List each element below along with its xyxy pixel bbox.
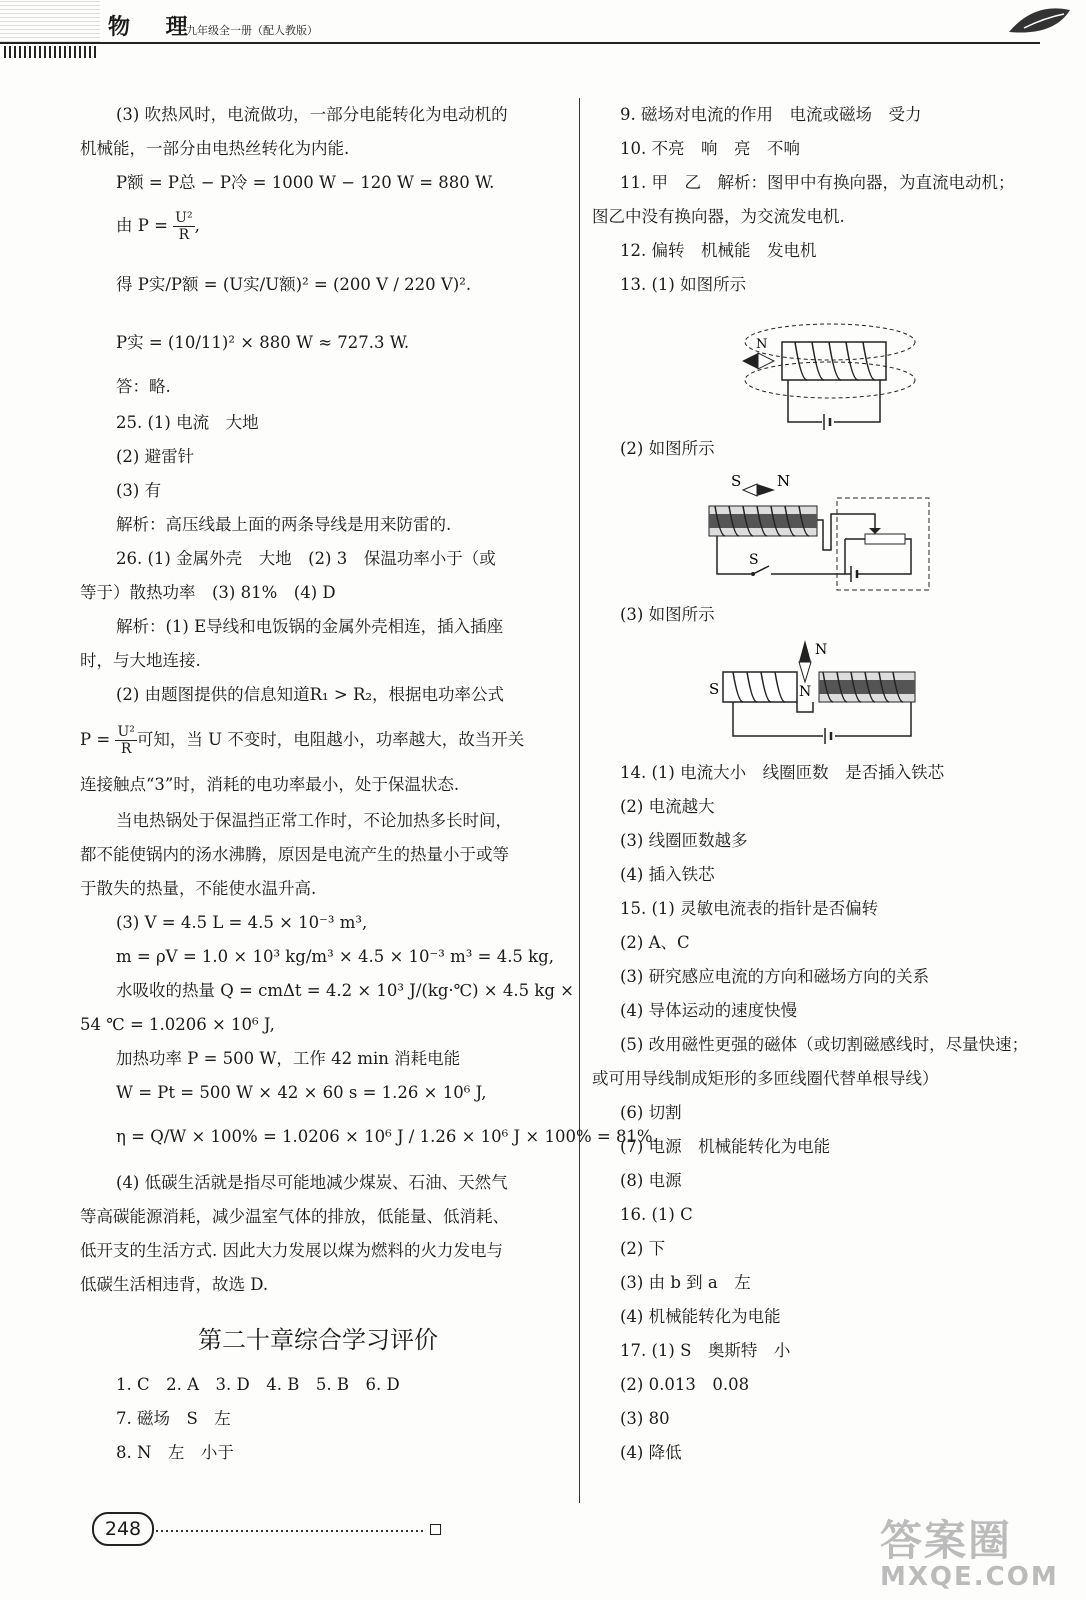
formula-line: P = $\frac{\text{U²}}{R}$ 可知，当 U 不变时，电阻越小，功率越大，故当开关 <box>80 724 525 757</box>
text-line: (5) 改用磁性更强的磁体（或切割磁感线时，尽量快速； <box>620 1035 1029 1054</box>
formula-line: 由 P = $\frac{\text{U²}}{R}$ , <box>116 210 200 243</box>
footer-dotted-rule <box>156 1530 426 1532</box>
text-line: 14. (1) 电流大小 线圈匝数 是否插入铁芯 <box>620 763 945 782</box>
f2-s-label: S <box>731 472 742 490</box>
header-decoration <box>0 0 100 42</box>
page-header <box>0 0 1086 60</box>
f3-compass-n-label: N <box>815 642 828 658</box>
leaf-logo-icon <box>1004 2 1074 42</box>
f2-n-label: N <box>777 472 791 490</box>
text-line: (6) 切割 <box>620 1103 682 1122</box>
figure-13-2-electromagnet-circuit <box>705 470 935 592</box>
text-line: 26. (1) 金属外壳 大地 (2) 3 保温功率小于（或 <box>116 549 496 568</box>
watermark-bottom: MXQE.COM <box>880 1562 1059 1592</box>
formula-line: 水吸收的热量 Q = cmΔt = 4.2 × 10³ J/(kg·℃) × 4.5 kg × <box>116 981 574 1000</box>
text-line: (2) 由题图提供的信息知道R₁ > R₂，根据电功率公式 <box>116 685 505 704</box>
text-line: 加热功率 P = 500 W，工作 42 min 消耗电能 <box>116 1049 461 1068</box>
subject-title: 物 理 <box>108 14 202 40</box>
text-line: (4) 机械能转化为电能 <box>620 1307 781 1326</box>
text-line: 解析：(1) E导线和电饭锅的金属外壳相连，插入插座 <box>116 617 504 636</box>
text-line: (3) 如图所示 <box>620 605 715 624</box>
text-line: 于散失的热量，不能使水温升高. <box>80 879 317 898</box>
header-ticks <box>4 46 96 58</box>
watermark-top: 答案圈 <box>880 1516 1013 1565</box>
text-line: 16. (1) C <box>620 1205 693 1224</box>
text-line: (7) 电源 机械能转化为电能 <box>620 1137 831 1156</box>
text-line: 或可用导线制成矩形的多匝线圈代替单根导线） <box>592 1069 939 1088</box>
text-line: 等高碳能源消耗，减少温室气体的排放，低能量、低消耗、 <box>80 1207 509 1226</box>
text-line: (4) 插入铁芯 <box>620 865 715 884</box>
text-line: 1. C 2. A 3. D 4. B 5. B 6. D <box>116 1375 400 1394</box>
footer-square-icon <box>430 1524 441 1535</box>
formula-line: P额 = P总 − P冷 = 1000 W − 120 W = 880 W. <box>116 173 495 192</box>
text-line: 等于）散热功率 (3) 81% (4) D <box>80 583 336 602</box>
text-line: (3) 有 <box>116 481 162 500</box>
page-number: 248 <box>92 1512 154 1546</box>
text-line: 低碳生活相违背，故选 D. <box>80 1275 269 1294</box>
f3-s-label: S <box>709 680 720 698</box>
formula-line: m = ρV = 1.0 × 10³ kg/m³ × 4.5 × 10⁻³ m³ = 4.5 kg, <box>116 947 554 966</box>
book-subtitle: 九年级全一册（配人教版） <box>186 24 318 37</box>
text-line: 答：略. <box>116 377 171 396</box>
f2-switch-label: S <box>749 552 759 568</box>
figure-13-1-solenoid-diagram <box>740 320 920 435</box>
header-rule <box>0 42 1040 44</box>
text-line: 15. (1) 灵敏电流表的指针是否偏转 <box>620 899 879 918</box>
text-line: 13. (1) 如图所示 <box>620 275 747 294</box>
f1-n-label: N <box>756 337 768 352</box>
formula-line: (3) V = 4.5 L = 4.5 × 10⁻³ m³, <box>116 913 368 932</box>
text-line: 低开支的生活方式. 因此大力发展以煤为燃料的火力发电与 <box>80 1241 503 1260</box>
text-line: 17. (1) S 奥斯特 小 <box>620 1341 791 1360</box>
text-line: 解析：高压线最上面的两条导线是用来防雷的. <box>116 515 452 534</box>
text-line: 时，与大地连接. <box>80 651 201 670</box>
text-line: 当电热锅处于保温挡正常工作时，不论加热多长时间， <box>116 811 512 830</box>
text-line: (3) 80 <box>620 1409 670 1428</box>
text-line: (2) A、C <box>620 933 690 952</box>
text-line: (2) 下 <box>620 1239 666 1258</box>
text-line: 9. 磁场对电流的作用 电流或磁场 受力 <box>620 105 922 124</box>
formula-line: 得 P实/P额 = (U实/U额)² = (200 V / 220 V)². <box>116 275 472 294</box>
text-line: 连接触点“3”时，消耗的电功率最小，处于保温状态. <box>80 775 460 794</box>
f3-n-label: N <box>799 684 812 700</box>
text-line: (2) 0.013 0.08 <box>620 1375 750 1394</box>
text-line: 7. 磁场 S 左 <box>116 1409 231 1428</box>
text-line: (8) 电源 <box>620 1171 682 1190</box>
text-line: (3) 研究感应电流的方向和磁场方向的关系 <box>620 967 930 986</box>
text-line: (3) 吹热风时，电流做功，一部分电能转化为电动机的 <box>116 105 508 124</box>
text-line: (3) 线圈匝数越多 <box>620 831 748 850</box>
text-line: 机械能，一部分由电热丝转化为内能. <box>80 139 350 158</box>
text-line: 12. 偏转 机械能 发电机 <box>620 241 817 260</box>
text-line: (3) 由 b 到 a 左 <box>620 1273 751 1292</box>
text-line: (2) 避雷针 <box>116 447 195 466</box>
text-line: 10. 不亮 响 亮 不响 <box>620 139 800 158</box>
text-line: 都不能使锅内的汤水沸腾，原因是电流产生的热量小于或等 <box>80 845 509 864</box>
text-line: 25. (1) 电流 大地 <box>116 413 259 432</box>
text-line: (4) 低碳生活就是指尽可能地减少煤炭、石油、天然气 <box>116 1173 508 1192</box>
text-line: (2) 电流越大 <box>620 797 715 816</box>
formula-line: W = Pt = 500 W × 42 × 60 s = 1.26 × 10⁶ J, <box>116 1083 487 1102</box>
text-line: (4) 导体运动的速度快慢 <box>620 1001 798 1020</box>
text-line: 图乙中没有换向器，为交流发电机. <box>592 207 845 226</box>
text-line: 8. N 左 小于 <box>116 1443 234 1462</box>
watermark-logo <box>880 1508 1059 1592</box>
formula-line: 54 ℃ = 1.0206 × 10⁶ J, <box>80 1015 275 1034</box>
text-line: (2) 如图所示 <box>620 439 715 458</box>
figure-13-3-two-electromagnets <box>705 636 925 748</box>
formula-line: η = Q/W × 100% = 1.0206 × 10⁶ J / 1.26 × 10⁶ J × 100% = 81%. <box>116 1127 658 1146</box>
text-line: 11. 甲 乙 解析：图甲中有换向器，为直流电动机； <box>620 173 1015 192</box>
formula-line: P实 = (10/11)² × 880 W ≈ 727.3 W. <box>116 333 410 352</box>
column-divider <box>579 98 580 1503</box>
chapter-heading: 第二十章综合学习评价 <box>198 1326 438 1354</box>
text-line: (4) 降低 <box>620 1443 682 1462</box>
